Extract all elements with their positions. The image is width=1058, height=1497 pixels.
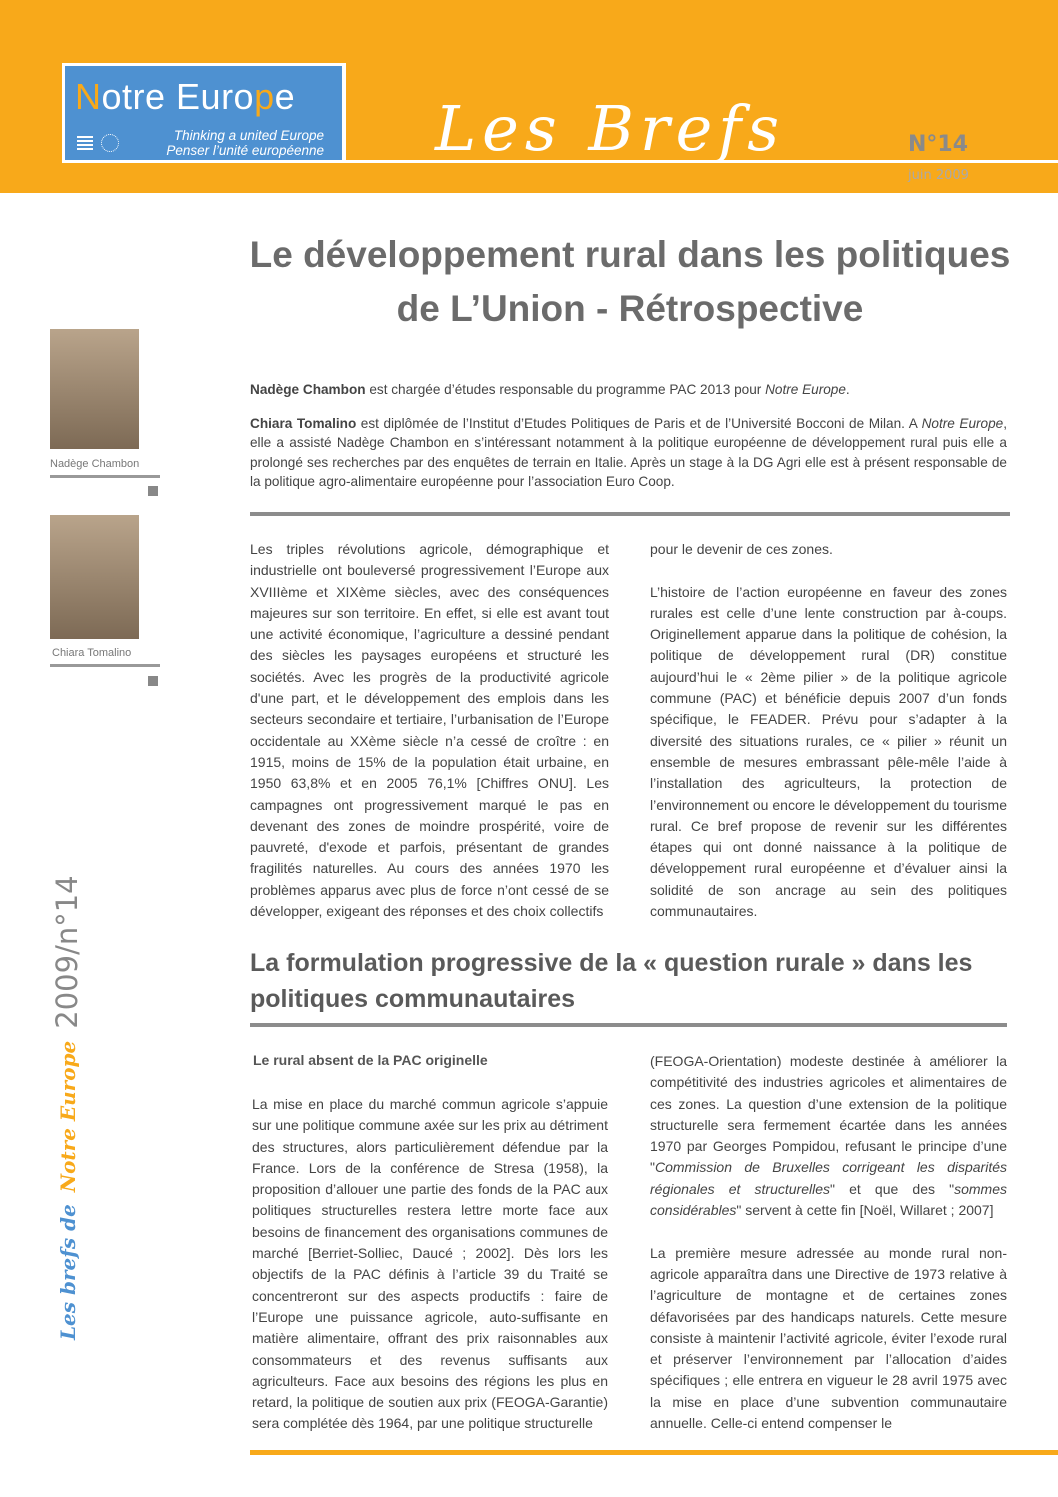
divider [50,475,160,478]
logo-text: otre Euro [101,76,255,117]
eu-stars-icon [101,134,119,152]
paragraph: La première mesure adressée au monde rural non-agricole apparaîtra dans une Directive de 1973 relative à l’agriculture de montagne et de certaines zones défavorisées par des handicaps naturels. Cette mesure consiste à maintenir l’activité agricole, éviter l’exode rural et préserver l’environnement par l’allocation d’aides spécifiques ; elle entrera en vigueur le 28 avril 1975 avec la mise en place d’une subvention communautaire annuelle. Celle-ci entend compenser le [650,1244,1007,1432]
bio-text: . [845,382,850,397]
author-caption: Nadège Chambon [50,458,140,470]
flag-icon [77,136,93,152]
footer-rule [250,1450,1058,1455]
text: " servent à cette fin [Noël, Willaret ; 2007] [736,1202,994,1219]
tagline-en: Thinking a united Europe [173,128,324,143]
intro-left-column [250,539,609,944]
bio-em: Notre Europe [921,415,1004,431]
series-issue: 2009/n°14 [50,875,84,1029]
section-right-column [650,1051,1007,1456]
text: " et que des " [830,1180,955,1197]
bio-text: est diplômée de l’Institut d’Etudes Politiques de Paris et de l’Université Bocconi de Milan. A [356,415,922,431]
square-marker [148,486,158,496]
author-bios [250,380,1007,506]
sidebar-series-label [50,875,84,1340]
issue-number: N°14 [908,132,969,157]
logo-letter: p [254,76,275,117]
series-label-b: Notre Europe [56,1040,80,1193]
section-left-column [252,1094,608,1456]
bio [250,414,1007,492]
issue-date: juin 2009 [908,168,969,183]
author-photo-tomalino [50,515,139,639]
subheading: Le rural absent de la PAC originelle [253,1052,488,1068]
author-caption: Chiara Tomalino [52,647,132,659]
author-photo-chambon [50,329,139,449]
paragraph: pour le devenir de ces zones. [650,541,833,557]
logo-letter: N [75,76,102,117]
paragraph: L’histoire de l’action européenne en faveur des zones rurales est celle d’une lente construction par à-coups. Originellement apparue dans la politique de cohésion, la politique de développement rural (DR) constitue aujourd’hui le « 2ème pilier » de la politique agricole commune (PAC) et bénéficie depuis 2007 d’un fonds spécifique, le FEADER. Prévu pour s’adapter à la diversité des situations rurales, ce « pilier » réunit un ensemble de mesures embrassant pêle-mêle l’aide à l’installation des agriculteurs, la protection de l’environnement ou encore le développement du tourisme rural. Ce bref propose de revenir sur les différentes étapes qui ont donné naissance à la politique de développement rural européenne et d’évaluer ainsi la solidité de son ancrage au sein des politiques communautaires. [650,583,1007,920]
paragraph: Les triples révolutions agricole, démographique et industrielle ont bouleversé progressivement l’Europe aux XVIIIème et XIXème siècles, avec des conséquences majeures sur son territoire. En effet, si elle est avant tout une activité économique, l’agriculture a dessiné pendant des siècles les paysages européens et structuré les sociétés. Avec les progrès de la productivité agricole d'une part, et le développement des emplois dans les secteurs secondaire et tertiaire, l’urbanisation de l’Europe occidentale au XXème siècle n’a cessé de croître : en 1915, moins de 15% de la population était urbaine, en 1950 63,8% et en 2005 76,1% [Chiffres ONU]. Les campagnes ont progressivement marqué le pas en devenant des zones de moindre prospérité, voire de pauvreté, d'exode et parfois, présentant de grandes fragilités naturelles. Au cours des années 1970 les problèmes apparus avec plus de force n’ont cessé de se développer, exigeant des réponses et des choix collectifs [250,541,609,920]
section-heading: La formulation progressive de la « question rurale » dans les politiques communautaires [250,949,973,1013]
logo-name [75,76,295,118]
intro-right-column [650,539,1007,944]
page-title: Le développement rural dans les politiques de L’Union - Rétrospective [249,234,1011,329]
divider [50,664,160,667]
text: (FEOGA-Orientation) modeste destinée à améliorer la compétitivité des industries agricoles et alimentaires de ces zones. La question d’une extension de la politique structurelle sera fermement écartée dans les années 1970 par Georges Pompidou, refusant le principe d’une " [650,1053,1007,1176]
quote: sommes considérables [650,1180,1007,1219]
square-marker [148,676,158,686]
bio-em: Notre Europe [765,382,846,397]
tagline-fr: Penser l’unité européenne [166,143,324,158]
bio-text: , elle a assisté Nadège Chambon en s’intéressant notamment à la politique européenne de développement rural puis elle a prolongé ses recherches par des enquêtes de terrain en Italie. Après un stage à la DG Agri elle est à présent responsable de la politique agro-alimentaire européenne pour l’association Euro Coop. [250,415,1008,490]
logo-tagline [166,128,324,158]
paragraph [650,1051,1007,1221]
bio-name: Chiara Tomalino [250,415,357,431]
bio-name: Nadège Chambon [250,382,366,397]
section-rule [250,1023,1007,1027]
quote: Commission de Bruxelles corrigeant les disparités régionales et structurelles [650,1159,1007,1197]
section-rule [250,512,1010,516]
series-title: Les Brefs [435,92,786,165]
bio-text: est chargée d’études responsable du programme PAC 2013 pour [365,382,766,397]
paragraph: La mise en place du marché commun agricole s’appuie sur une politique commune axée sur les prix au détriment des structures, alors particulièrement défendue par la France. Lors de la conférence de Stresa (1958), la proposition d’allouer une partie des fonds de la PAC aux politiques structurelles restera lettre morte face aux besoins de financement des organisations communes de marché [Berriet-Solliec, Daucé ; 2002]. Dès lors les objectifs de la PAC définis à l’article 39 du Traité se concentreront sur des aspects productifs : faire de l’Europe une puissance agricole, auto-suffisante en matière alimentaire, offrant des prix raisonnables aux consommateurs et des revenus suffisants aux agriculteurs. Face aux besoins des régions les plus en retard, la politique de soutien aux prix (FEOGA-Garantie) sera complétée dès 1964, par une politique structurelle [252,1096,608,1432]
notre-europe-logo [62,63,346,163]
logo-text: e [274,76,296,117]
series-label-a: Les brefs de [56,1204,80,1340]
bio [250,380,1007,400]
